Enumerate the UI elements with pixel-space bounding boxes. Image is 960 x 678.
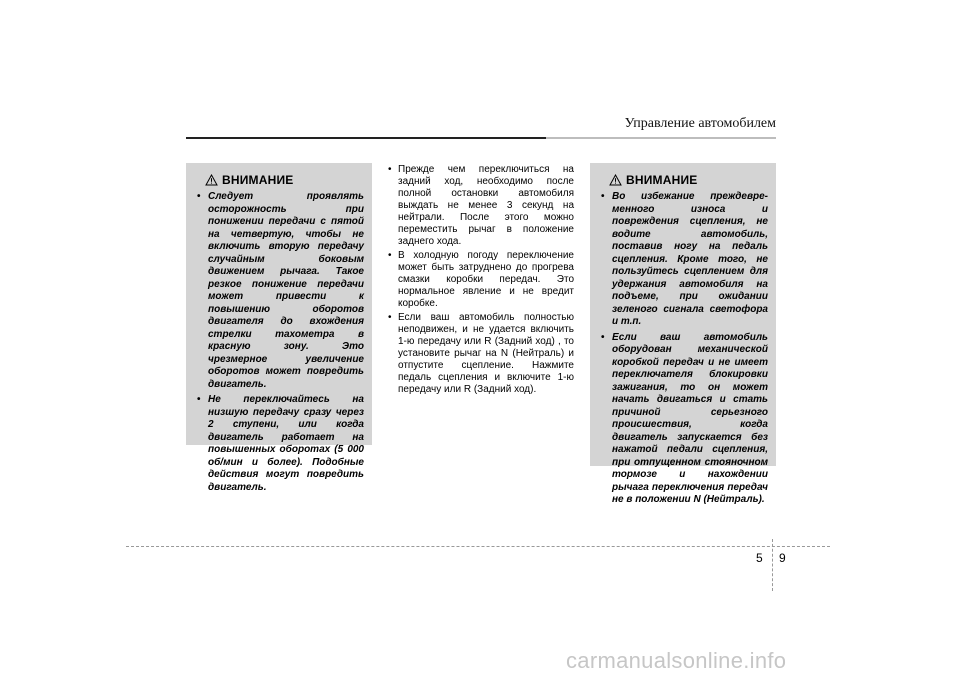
body-paragraph: • В холодную погоду переключение может быть затруднено до прогрева смазки коробки передач. Это нормальное явление и не вредит коробке. [388,250,574,310]
footer-rule [126,546,830,547]
warning-triangle-icon [609,174,622,186]
warning-item: • Если ваш автомобиль оборудован механической коробкой передач и не имеет переключателя блокировки зажигания, то он может начать двигаться и стать причиной серьезного происшествия, когда двигатель запускается без нажатой педали сцепления, при отпущенном стояночном тормозе и нахождении рычага переключения передач не в положении N (Нейтраль). [600,332,768,507]
warning-box-left [186,163,372,493]
chapter-number: 5 [756,551,763,565]
warning-title: ВНИМАНИЕ [626,173,698,187]
body-paragraph: • Если ваш автомобиль полностью неподвижен, и не удается включить 1-ю передачу или R (Задний ход) , то установите рычаг на N (Нейтраль) и отпустите сцепление. Нажмите педаль сцепления и включите 1-ю передачу или R (Задний ход). [388,312,574,396]
body-text-column [388,164,574,396]
warning-triangle-icon [205,174,218,186]
page-number-divider [772,539,773,591]
section-title: Управление автомобилем [624,116,776,131]
warning-list [196,191,364,494]
page-number: 9 [779,551,786,565]
warning-item: • Во избежание преждевре-менного износа и повреждения сцепления, не водите автомобиль, поставив ногу на педаль сцепления. Кроме того, не пользуйтесь сцеплением для удержания автомобиля на подъеме, при ожидании зеленого сигнала светофора и т.п. [600,191,768,329]
header-rule-light [546,137,776,139]
watermark: carmanualsonline.info [566,648,787,673]
warning-header [609,173,768,187]
warning-list [600,191,768,507]
header-rule [186,137,546,139]
warning-box-right [590,163,776,505]
warning-header [205,173,364,187]
warning-item: • Не переключайтесь на низшую передачу сразу через 2 ступени, или когда двигатель работает на повышенных оборотах (5 000 об/мин и более). Подобные действия могут повредить двигатель. [196,394,364,494]
warning-item: • Следует проявлять осторожность при понижении передачи с пятой на четвертую, чтобы не включить вторую передачу случайным боковым движением рычага. Такое резкое понижение передачи может привести к повышению оборотов двигателя до вхождения стрелки тахометра в красную зону. Это чрезмерное увеличение оборотов может повредить двигатель. [196,191,364,391]
body-paragraph: • Прежде чем переключиться на задний ход, необходимо после полной остановки автомобиля выждать не менее 3 секунд на нейтрали. После этого можно переместить рычаг в положение заднего хода. [388,164,574,248]
warning-title: ВНИМАНИЕ [222,173,294,187]
